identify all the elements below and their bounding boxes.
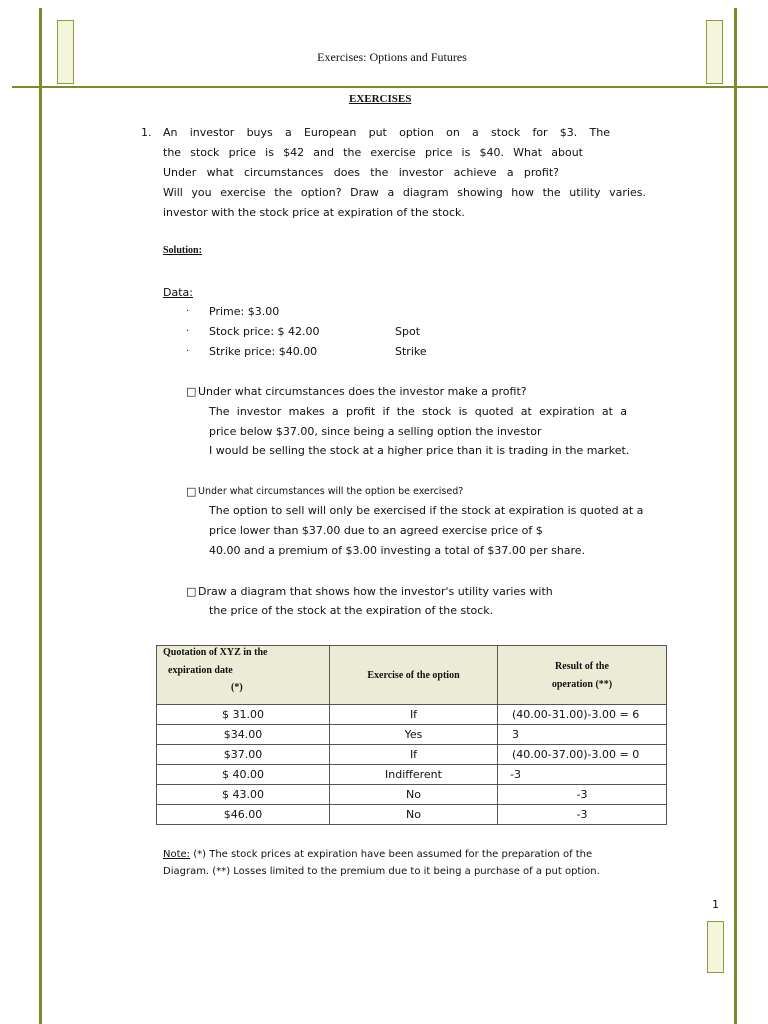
section-answer-line: price lower than $37.00 due to an agreed exercise price of $ [209,524,543,537]
table-cell-exercise: If [330,745,498,765]
data-item-prime: Prime: $3.00 [209,305,280,318]
question-line: Under what circumstances does the investor achieve a profit? [163,166,559,179]
data-item-note: Strike [395,345,427,358]
section-answer-line: price below $37.00, since being a selling option the investor [209,425,542,438]
table-row [157,765,667,785]
question-line: investor with the stock price at expiration of the stock. [163,206,465,219]
table-cell-result: -3 [498,785,667,805]
table-cell-price: $46.00 [157,805,330,825]
header-result [498,646,667,705]
data-item-note: Spot [395,325,421,338]
footnote-label: Note: [163,849,191,860]
solution-label: Solution: [163,245,202,256]
section-question: Under what circumstances does the investor make a profit? [198,385,527,398]
section-answer-line: The investor makes a profit if the stock is quoted at expiration at a [209,405,627,418]
page-number: 1 [712,898,719,911]
section-question: Draw a diagram that shows how the investor's utility varies with [198,585,553,598]
footer-tab-right [707,921,724,973]
header-text: Result of the [555,660,609,672]
data-bullet: . [186,343,190,354]
header-text: Quotation of XYZ in the [163,647,268,658]
table-row [157,725,667,745]
table-row [157,705,667,725]
header-text: operation (**) [551,678,613,690]
table-header-row [157,646,667,705]
table-row [157,745,667,765]
table-cell-result: 3 [498,725,667,745]
section-question: Under what circumstances will the option be exercised? [198,486,464,497]
checkbox-marker-icon: □ [186,585,197,598]
checkbox-marker-icon: □ [186,485,197,498]
header-rule [12,86,768,88]
header-text: Exercise of the option [367,669,460,681]
section-answer-line: the price of the stock at the expiration of the stock. [209,604,494,617]
table-cell-price: $37.00 [157,745,330,765]
question-line: Will you exercise the option? Draw a diagram showing how the utility varies. [163,186,646,199]
section-answer-line: The option to sell will only be exercised if the stock at expiration is quoted at a [209,504,644,517]
left-border-line [39,8,42,1024]
question-line: An investor buys a European put option on a stock for $3. The [163,126,610,139]
checkbox-marker-icon: □ [186,385,197,398]
question-number: 1. [141,126,152,139]
table-cell-result: -3 [498,765,667,785]
table-cell-exercise: No [330,785,498,805]
results-table [156,645,667,825]
table-cell-result: -3 [498,805,667,825]
table-cell-exercise: Indifferent [330,765,498,785]
header-exercise [330,646,498,705]
header-quotation [157,646,330,705]
data-item-stock-price: Stock price: $ 42.00 [209,325,320,338]
data-bullet: . [186,303,190,314]
table-cell-result: (40.00-31.00)-3.00 = 6 [498,705,667,725]
footnote-line: Diagram. (**) Losses limited to the premium due to it being a purchase of a put option. [163,866,600,877]
table-cell-price: $ 31.00 [157,705,330,725]
right-border-line [734,8,737,1024]
table-cell-exercise: If [330,705,498,725]
footnote [163,849,592,860]
table-row [157,785,667,805]
data-item-strike-price: Strike price: $40.00 [209,345,318,358]
table-cell-price: $ 40.00 [157,765,330,785]
question-line: the stock price is $42 and the exercise price is $40. What about [163,146,583,159]
table-cell-exercise: Yes [330,725,498,745]
data-label: Data: [163,286,193,299]
page-header-title: Exercises: Options and Futures [317,50,467,64]
table-cell-exercise: No [330,805,498,825]
section-answer-line: I would be selling the stock at a higher price than it is trading in the market. [209,444,630,457]
section-answer-line: 40.00 and a premium of $3.00 investing a total of $37.00 per share. [209,544,586,557]
exercises-heading: EXERCISES [349,93,412,105]
table-cell-result: (40.00-37.00)-3.00 = 0 [498,745,667,765]
header-text: (*) [231,682,243,693]
table-cell-price: $ 43.00 [157,785,330,805]
data-bullet: . [186,323,190,334]
header-text: expiration date [168,665,233,676]
table-row [157,805,667,825]
footnote-text: (*) The stock prices at expiration have been assumed for the preparation of the [190,849,593,860]
table-cell-price: $34.00 [157,725,330,745]
